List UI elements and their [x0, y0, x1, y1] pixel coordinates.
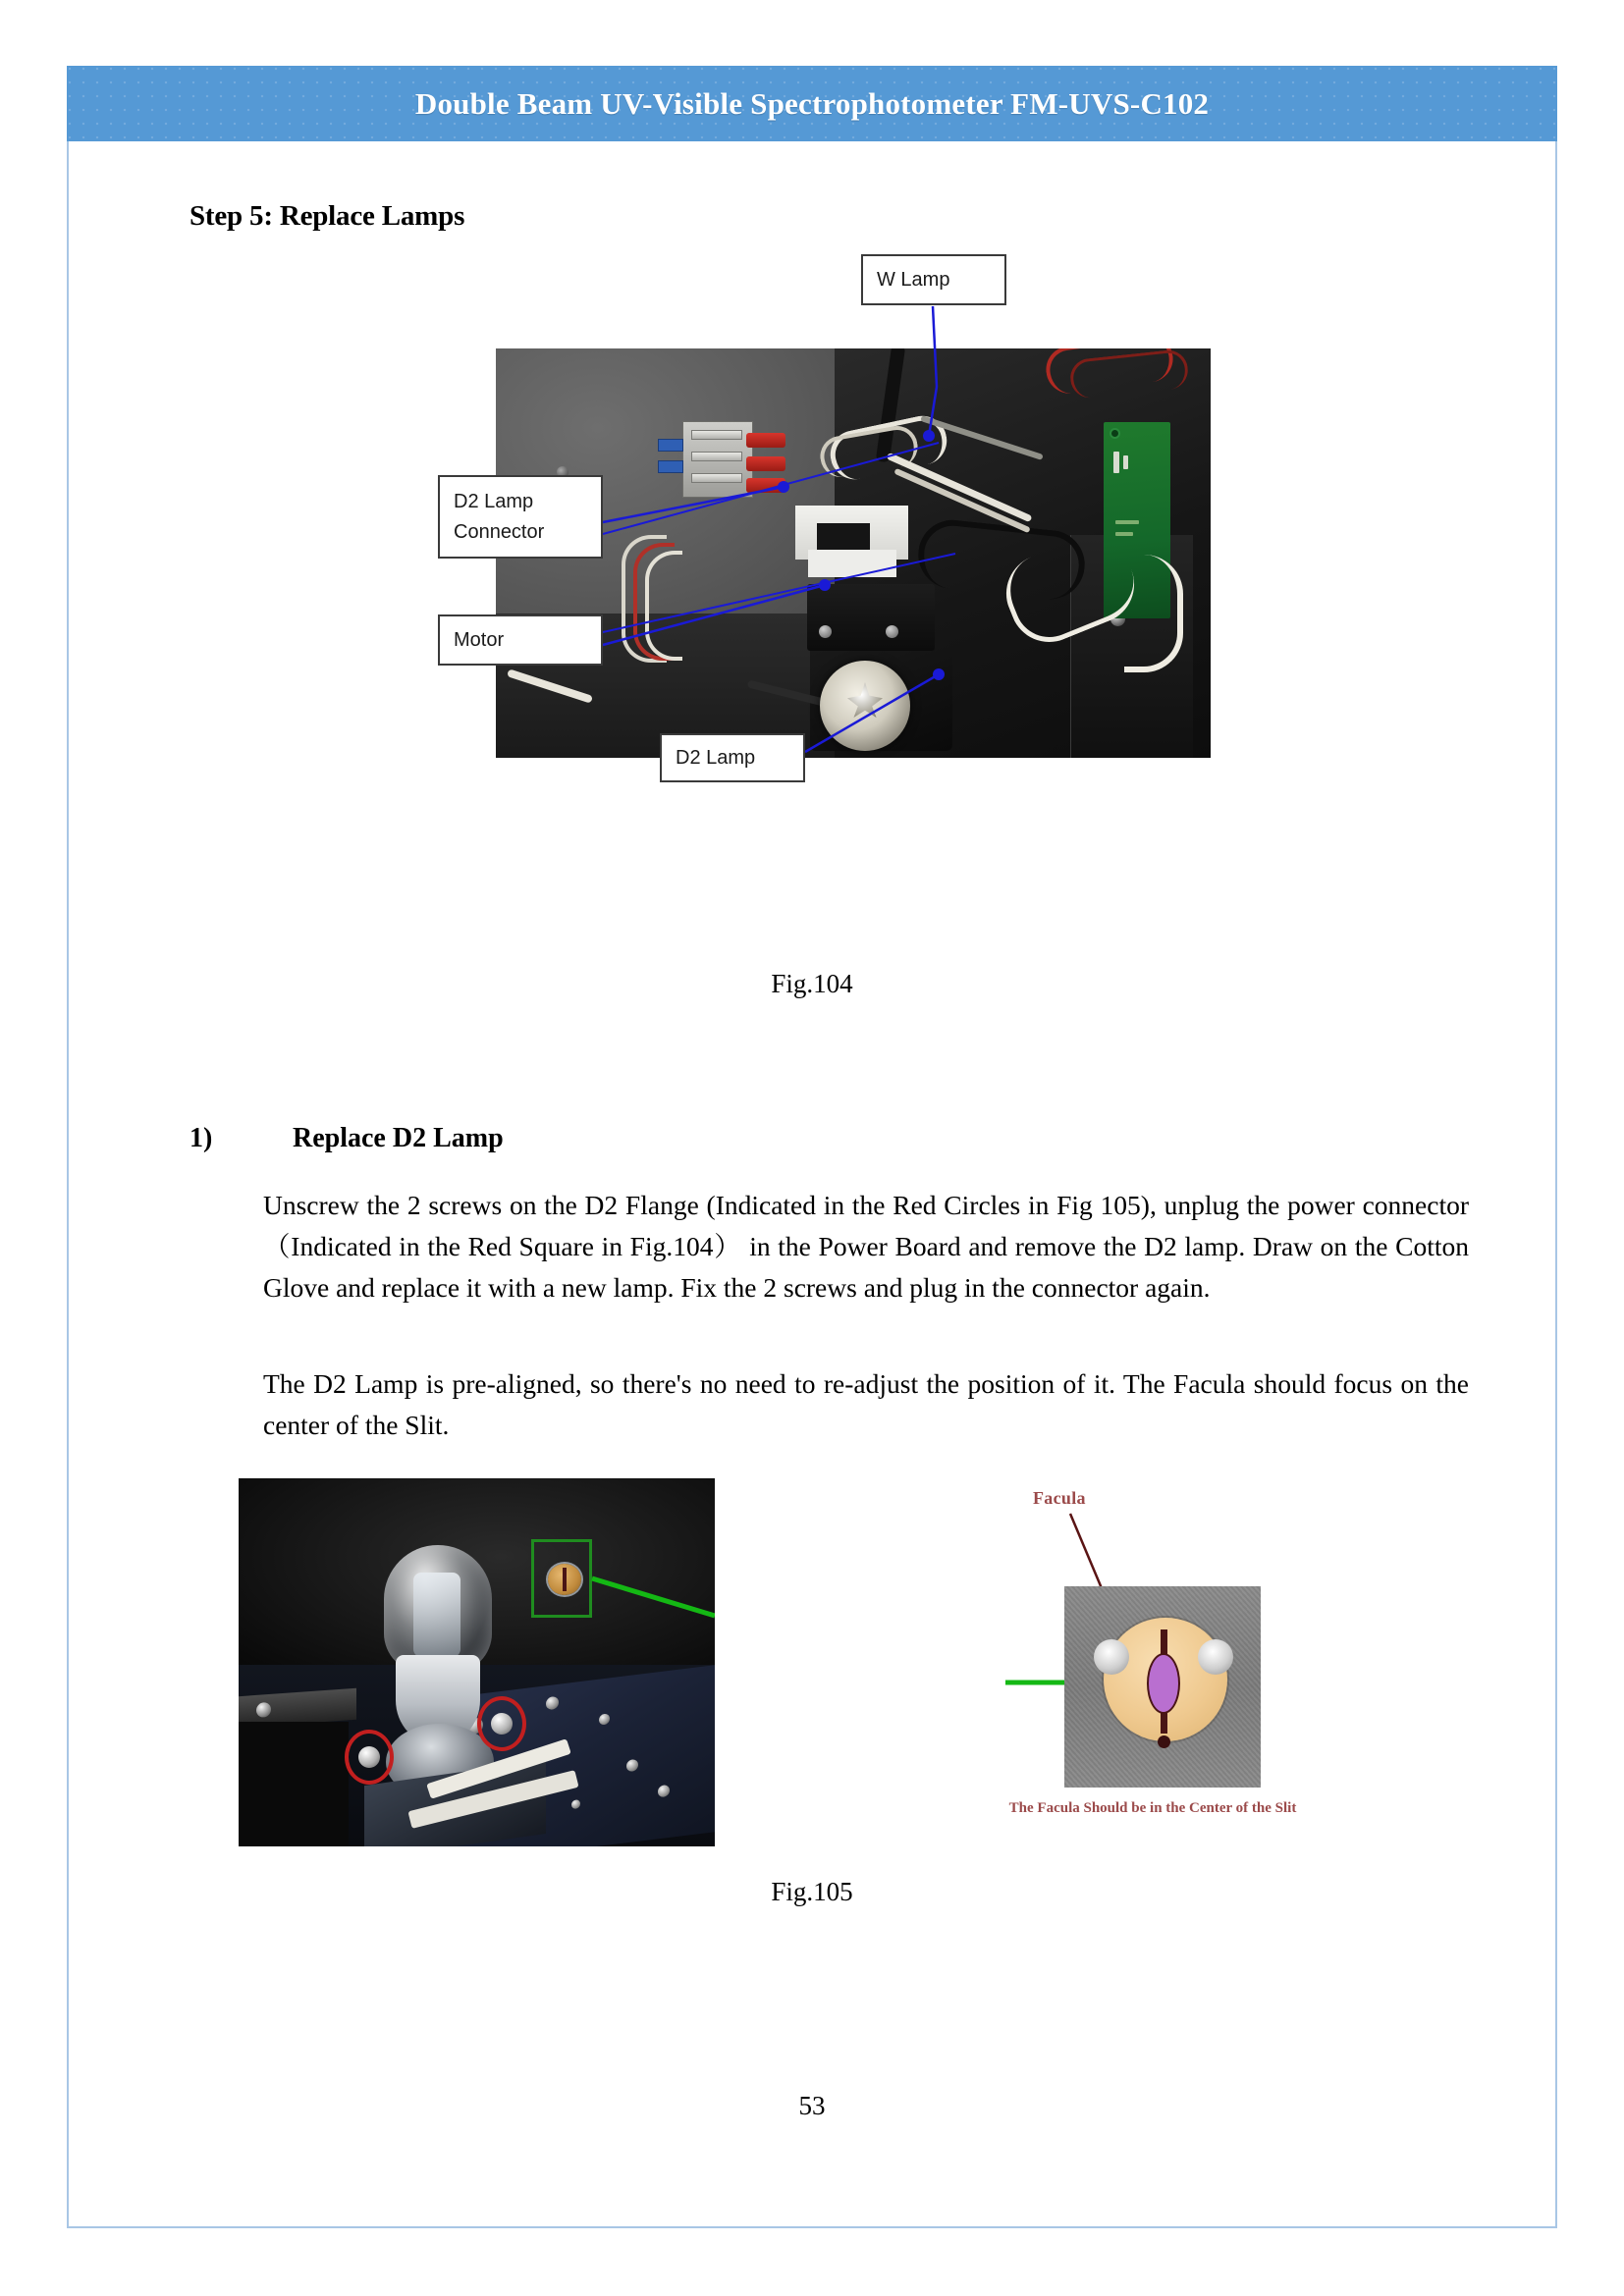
- step-heading: Step 5: Replace Lamps: [189, 200, 465, 232]
- callout-d2-lamp-label: D2 Lamp: [676, 746, 756, 769]
- paragraph-1: Unscrew the 2 screws on the D2 Flange (Indicated in the Red Circles in Fig 105), unplug the power connector（Indicated in the Red Square in Fig.104） in the Power Board and remove the D2 lamp. Draw on the Cotton Glove and replace it with a new lamp. Fix the 2 screws and plug in the connector again.: [263, 1190, 1469, 1303]
- slit-notch-right: [1198, 1639, 1233, 1675]
- page-content: [67, 141, 1557, 2228]
- callout-motor: [438, 614, 603, 666]
- document-header-band: [67, 66, 1557, 141]
- callout-motor-label: Motor: [454, 628, 505, 651]
- callout-d2-lamp: [660, 733, 805, 782]
- item-title: Replace D2 Lamp: [293, 1123, 504, 1153]
- callout-d2-connector-line1: D2 Lamp: [454, 490, 534, 512]
- callout-w-lamp-label: W Lamp: [877, 268, 950, 291]
- slit-notch-left: [1094, 1639, 1129, 1675]
- figure-105: [67, 1447, 1557, 2056]
- facula-label: Facula: [1033, 1488, 1086, 1508]
- paragraph-2: The D2 Lamp is pre-aligned, so there's no need to re-adjust the position of it. The Facula should focus on the center of the Slit.: [263, 1368, 1469, 1440]
- page-number: 53: [798, 2091, 826, 2120]
- figure-104-caption: Fig.104: [771, 969, 853, 998]
- facula-closeup-photo: [1064, 1586, 1261, 1788]
- callout-w-lamp: [861, 254, 1006, 305]
- figure-105-caption: Fig.105: [771, 1877, 853, 1906]
- facula-inset-caption: The Facula Should be in the Center of the Slit: [1008, 1800, 1297, 1816]
- figure-105-photograph: [239, 1478, 715, 1846]
- figure-104: [67, 141, 1557, 1044]
- zoom-connector-line: [239, 1478, 715, 1846]
- facula-inset: [1005, 1486, 1300, 1849]
- callout-d2-connector-line2: Connector: [454, 520, 545, 543]
- callout-d2-lamp-connector: [438, 475, 603, 559]
- document-title: Double Beam UV-Visible Spectrophotometer FM-UVS-C102: [414, 85, 1210, 121]
- slit-end-dot: [1158, 1735, 1170, 1748]
- item-number: 1): [189, 1123, 213, 1153]
- facula-spot: [1147, 1653, 1180, 1714]
- figure-104-leader-lines: [67, 141, 1557, 1044]
